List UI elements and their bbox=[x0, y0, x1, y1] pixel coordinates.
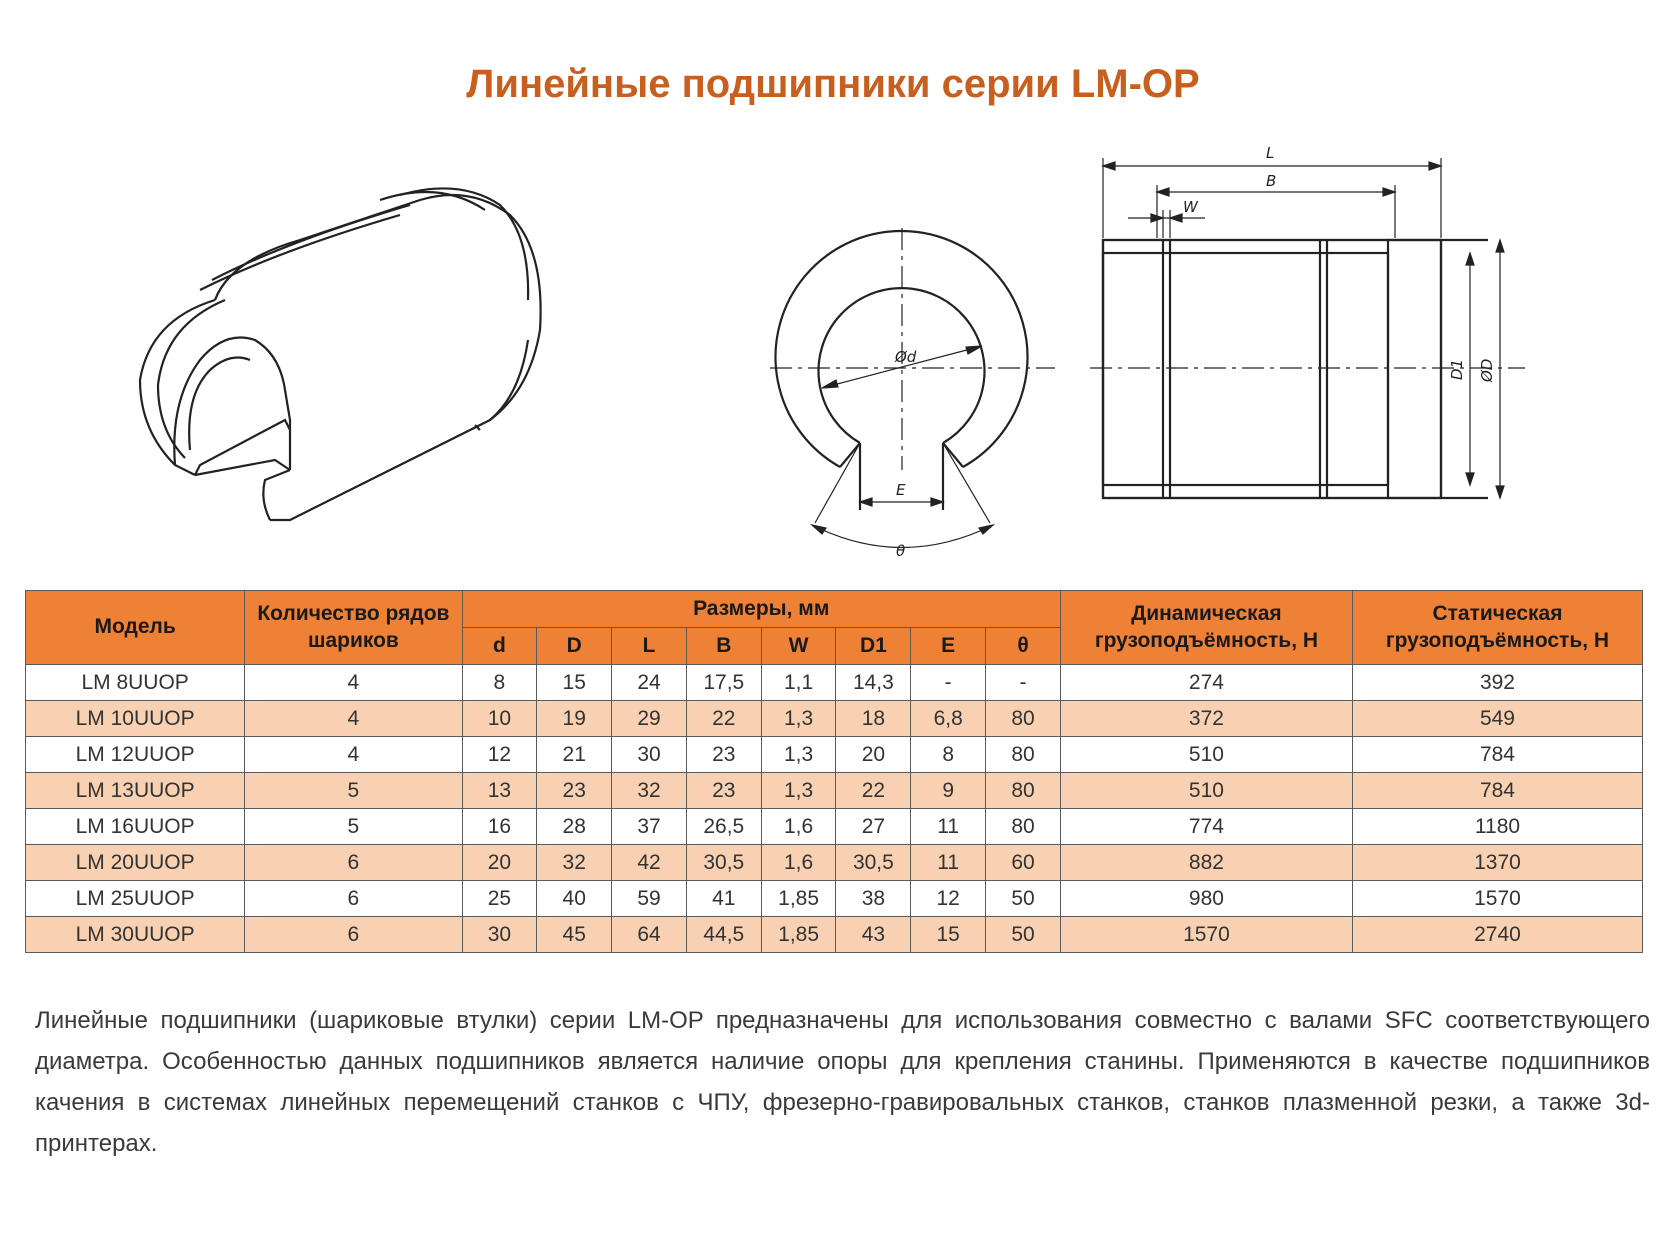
table-cell: 11 bbox=[911, 845, 986, 881]
table-cell: - bbox=[911, 665, 986, 701]
header-d1: D1 bbox=[836, 628, 911, 665]
table-cell: 24 bbox=[612, 665, 687, 701]
table-cell: 12 bbox=[462, 737, 537, 773]
table-cell: 1570 bbox=[1060, 917, 1352, 953]
bearing-drawing bbox=[0, 140, 1666, 580]
table-cell: 20 bbox=[836, 737, 911, 773]
table-cell: 1370 bbox=[1352, 845, 1642, 881]
table-cell: 784 bbox=[1352, 737, 1642, 773]
table-cell: 29 bbox=[612, 701, 687, 737]
table-cell: 80 bbox=[986, 737, 1061, 773]
table-cell: 19 bbox=[537, 701, 612, 737]
table-cell: 1,3 bbox=[761, 737, 836, 773]
table-cell: 9 bbox=[911, 773, 986, 809]
table-row bbox=[26, 737, 1643, 773]
table-cell: 32 bbox=[612, 773, 687, 809]
table-row bbox=[26, 773, 1643, 809]
header-dimensions: Размеры, мм bbox=[462, 591, 1060, 628]
specifications-table bbox=[25, 590, 1643, 953]
table-cell: 549 bbox=[1352, 701, 1642, 737]
dimension-label-e: E bbox=[896, 481, 906, 499]
table-row bbox=[26, 701, 1643, 737]
table-cell: LM 8UUOP bbox=[26, 665, 245, 701]
table-cell: 22 bbox=[836, 773, 911, 809]
table-cell: 28 bbox=[537, 809, 612, 845]
side-view-dimension-lines bbox=[1090, 158, 1525, 498]
table-cell: 980 bbox=[1060, 881, 1352, 917]
table-cell: 1,6 bbox=[761, 845, 836, 881]
table-cell: 12 bbox=[911, 881, 986, 917]
table-row bbox=[26, 917, 1643, 953]
dimension-label-outer-d: ØD bbox=[1478, 358, 1496, 382]
table-cell: LM 13UUOP bbox=[26, 773, 245, 809]
header-w: W bbox=[761, 628, 836, 665]
header-static-load: Статическая грузоподъёмность, Н bbox=[1352, 591, 1642, 665]
table-cell: 5 bbox=[245, 773, 462, 809]
header-l: L bbox=[612, 628, 687, 665]
table-cell: 510 bbox=[1060, 737, 1352, 773]
table-cell: 1,85 bbox=[761, 917, 836, 953]
table-cell: 30 bbox=[612, 737, 687, 773]
table-cell: 30 bbox=[462, 917, 537, 953]
table-cell: 6 bbox=[245, 881, 462, 917]
table-cell: LM 20UUOP bbox=[26, 845, 245, 881]
table-cell: 15 bbox=[537, 665, 612, 701]
table-cell: 41 bbox=[686, 881, 761, 917]
table-cell: 274 bbox=[1060, 665, 1352, 701]
table-cell: 60 bbox=[986, 845, 1061, 881]
table-cell: 22 bbox=[686, 701, 761, 737]
table-cell: 6 bbox=[245, 845, 462, 881]
table-cell: 1,3 bbox=[761, 773, 836, 809]
header-e: E bbox=[911, 628, 986, 665]
dimension-label-w: W bbox=[1183, 198, 1198, 216]
table-cell: 392 bbox=[1352, 665, 1642, 701]
table-cell: 40 bbox=[537, 881, 612, 917]
table-cell: 1,1 bbox=[761, 665, 836, 701]
table-cell: 16 bbox=[462, 809, 537, 845]
dimension-label-theta: θ bbox=[896, 542, 906, 560]
table-cell: 784 bbox=[1352, 773, 1642, 809]
table-cell: 43 bbox=[836, 917, 911, 953]
table-cell: 1,6 bbox=[761, 809, 836, 845]
table-cell: 80 bbox=[986, 701, 1061, 737]
table-cell: 18 bbox=[836, 701, 911, 737]
table-row bbox=[26, 881, 1643, 917]
table-cell: 774 bbox=[1060, 809, 1352, 845]
dimension-label-d1: D1 bbox=[1448, 358, 1466, 380]
header-dynamic-load: Динамическая грузоподъёмность, Н bbox=[1060, 591, 1352, 665]
table-cell: 1180 bbox=[1352, 809, 1642, 845]
table-cell: 11 bbox=[911, 809, 986, 845]
table-cell: 50 bbox=[986, 881, 1061, 917]
table-cell: 6 bbox=[245, 917, 462, 953]
header-d: d bbox=[462, 628, 537, 665]
table-cell: 38 bbox=[836, 881, 911, 917]
table-cell: 15 bbox=[911, 917, 986, 953]
table-cell: 8 bbox=[462, 665, 537, 701]
table-cell: 64 bbox=[612, 917, 687, 953]
table-cell: 2740 bbox=[1352, 917, 1642, 953]
table-cell: 1,3 bbox=[761, 701, 836, 737]
dimension-label-d: Ød bbox=[895, 348, 917, 366]
table-cell: 20 bbox=[462, 845, 537, 881]
table-cell: 17,5 bbox=[686, 665, 761, 701]
table-cell: 5 bbox=[245, 809, 462, 845]
table-cell: 10 bbox=[462, 701, 537, 737]
header-model: Модель bbox=[26, 591, 245, 665]
header-outer-d: D bbox=[537, 628, 612, 665]
table-cell: 30,5 bbox=[686, 845, 761, 881]
table-cell: 59 bbox=[612, 881, 687, 917]
table-cell: 4 bbox=[245, 665, 462, 701]
table-cell: 4 bbox=[245, 701, 462, 737]
table-row bbox=[26, 665, 1643, 701]
table-cell: 13 bbox=[462, 773, 537, 809]
table-cell: LM 10UUOP bbox=[26, 701, 245, 737]
header-b: B bbox=[686, 628, 761, 665]
table-cell: 26,5 bbox=[686, 809, 761, 845]
table-cell: 23 bbox=[537, 773, 612, 809]
table-cell: 372 bbox=[1060, 701, 1352, 737]
page-title: Линейные подшипники серии LM-OP bbox=[466, 62, 1200, 106]
table-cell: 21 bbox=[537, 737, 612, 773]
table-cell: LM 25UUOP bbox=[26, 881, 245, 917]
description-text: Линейные подшипники (шариковые втулки) серии LM-OP предназначены для использования совместно с валами SFC соответствующего диаметра. Особенностью данных подшипников является наличие опоры для крепления станины. Применяются в качестве подшипников качения в системах линейных перемещений станков с ЧПУ, фрезерно-гравировальных станков, станков плазменной резки, а также 3d-принтерах. bbox=[35, 1007, 1650, 1157]
table-cell: 1,85 bbox=[761, 881, 836, 917]
table-cell: 6,8 bbox=[911, 701, 986, 737]
table-cell: 510 bbox=[1060, 773, 1352, 809]
table-cell: 8 bbox=[911, 737, 986, 773]
table-row bbox=[26, 845, 1643, 881]
table-cell: 80 bbox=[986, 809, 1061, 845]
table-cell: 32 bbox=[537, 845, 612, 881]
table-cell: 25 bbox=[462, 881, 537, 917]
table-cell: 80 bbox=[986, 773, 1061, 809]
bearing-side-view bbox=[1103, 240, 1488, 498]
header-ball-rows: Количество рядов шариков bbox=[245, 591, 462, 665]
table-cell: 37 bbox=[612, 809, 687, 845]
table-cell: LM 12UUOP bbox=[26, 737, 245, 773]
table-cell: 45 bbox=[537, 917, 612, 953]
table-cell: - bbox=[986, 665, 1061, 701]
table-cell: 1570 bbox=[1352, 881, 1642, 917]
table-cell: 50 bbox=[986, 917, 1061, 953]
header-theta: θ bbox=[986, 628, 1061, 665]
table-cell: 882 bbox=[1060, 845, 1352, 881]
dimension-label-b: B bbox=[1266, 172, 1277, 190]
table-cell: 30,5 bbox=[836, 845, 911, 881]
table-cell: 27 bbox=[836, 809, 911, 845]
table-cell: 4 bbox=[245, 737, 462, 773]
bearing-3d-view bbox=[140, 188, 541, 520]
table-cell: 23 bbox=[686, 773, 761, 809]
table-cell: 23 bbox=[686, 737, 761, 773]
table-cell: 42 bbox=[612, 845, 687, 881]
dimension-label-l: L bbox=[1266, 144, 1275, 162]
front-view-dimension-lines bbox=[770, 228, 1055, 548]
table-cell: 14,3 bbox=[836, 665, 911, 701]
table-cell: LM 30UUOP bbox=[26, 917, 245, 953]
table-cell: LM 16UUOP bbox=[26, 809, 245, 845]
table-row bbox=[26, 809, 1643, 845]
table-cell: 44,5 bbox=[686, 917, 761, 953]
